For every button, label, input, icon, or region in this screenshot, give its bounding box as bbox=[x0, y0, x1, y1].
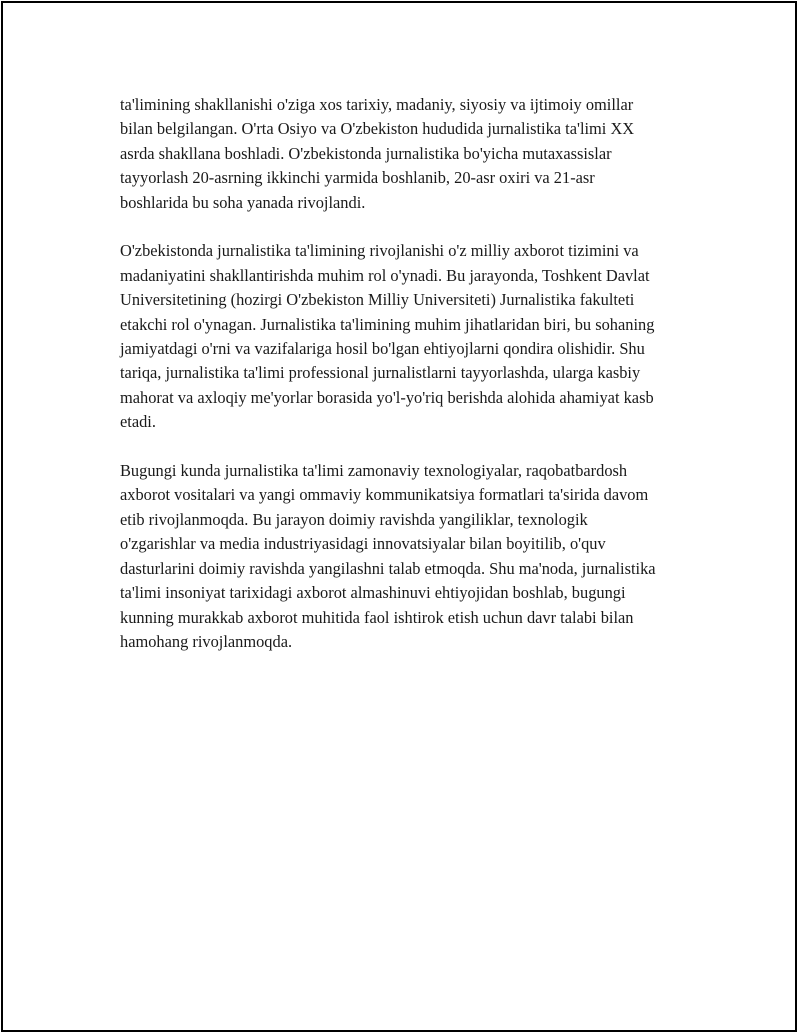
paragraph-3: Bugungi kunda jurnalistika ta'limi zamonaviy texnologiyalar, raqobatbardosh axborot vositalari va yangi ommaviy kommunikatsiya formatlari ta'sirida davom etib rivojlanmoqda. Bu jarayon doimiy ravishda yangiliklar, texnologik o'zgarishlar va media industriyasidagi innovatsiyalar bilan boyitilib, o'quv dasturlarini doimiy ravishda yangilashni talab etmoqda. Shu ma'noda, jurnalistika ta'limi insoniyat tarixidagi axborot almashinuvi ehtiyojidan boshlab, bugungi kunning murakkab axborot muhitida faol ishtirok etish uchun davr talabi bilan hamohang rivojlanmoqda. bbox=[120, 461, 656, 651]
document-body bbox=[120, 93, 665, 679]
document-page bbox=[1, 1, 797, 1032]
paragraph-1: ta'limining shakllanishi o'ziga xos tarixiy, madaniy, siyosiy va ijtimoiy omillar bilan belgilangan. O'rta Osiyo va O'zbekiston hududida jurnalistika ta'limi XX asrda shakllana boshladi. O'zbekistonda jurnalistika bo'yicha mutaxassislar tayyorlash 20-asrning ikkinchi yarmida boshlanib, 20-asr oxiri va 21-asr boshlarida bu soha yanada rivojlandi. bbox=[120, 95, 635, 212]
paragraph-2: O'zbekistonda jurnalistika ta'limining rivojlanishi o'z milliy axborot tizimini va madaniyatini shakllantirishda muhim rol o'ynadi. Bu jarayonda, Toshkent Davlat Universitetining (hozirgi O'zbekiston Milliy Universiteti) Jurnalistika fakulteti etakchi rol o'ynagan. Jurnalistika ta'limining muhim jihatlaridan biri, bu sohaning jamiyatdagi o'rni va vazifalariga hosil bo'lgan ehtiyojlarni qondira olishidir. Shu tariqa, jurnalistika ta'limi professional jurnalistlarni tayyorlashda, ularga kasbiy mahorat va axloqiy me'yorlar borasida yo'l-yo'riq berishda alohida ahamiyat kasb etadi. bbox=[120, 241, 655, 432]
